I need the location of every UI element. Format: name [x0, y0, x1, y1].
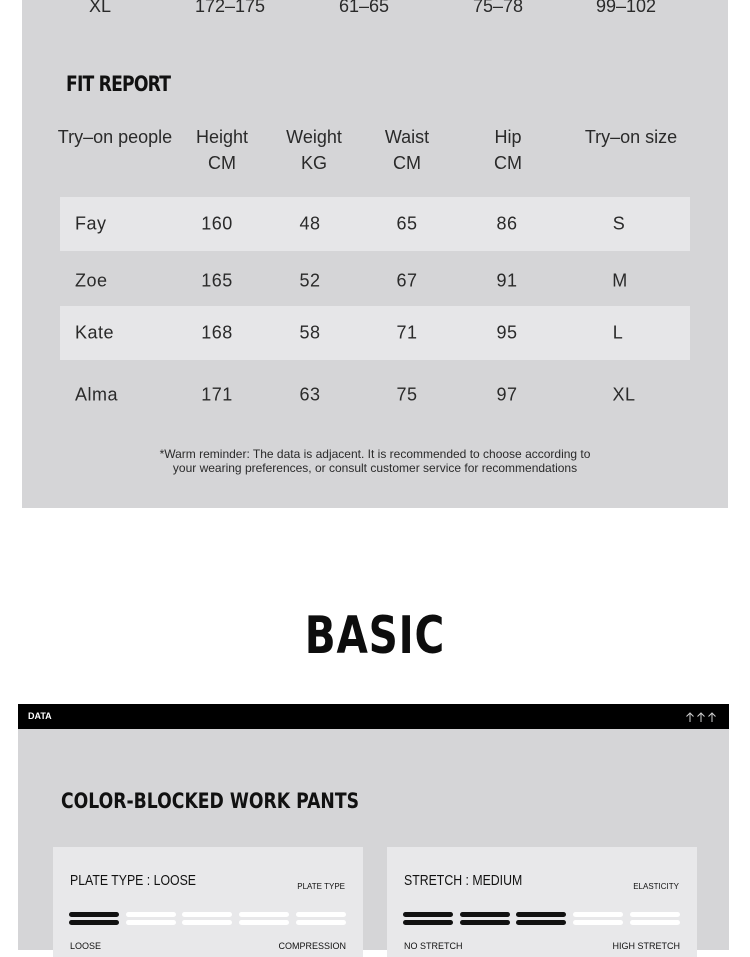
table-row [60, 197, 690, 251]
reminder-line: your wearing preferences, or consult customer service for recommendations [172, 461, 578, 475]
warm-reminder [22, 447, 728, 475]
header-height [196, 124, 248, 176]
scale-right-label: HIGH STRETCH [612, 941, 680, 951]
rating-segment-empty [296, 912, 346, 925]
size-cell: XL [88, 0, 112, 16]
rating-segment-empty [126, 912, 176, 925]
cell-hip: 86 [496, 213, 518, 234]
header-weight [286, 124, 342, 176]
size-chart-row [22, 0, 728, 22]
rating-segment-filled [69, 912, 119, 925]
header-label: Height [195, 127, 249, 147]
header-try-on-size [585, 124, 677, 150]
cell-hip: 91 [496, 270, 518, 291]
rating-segment-empty [239, 912, 289, 925]
product-title: COLOR-BLOCKED WORK PANTS [61, 789, 360, 813]
table-row [60, 368, 690, 422]
cell-height: 171 [201, 384, 233, 405]
scale-right-label: COMPRESSION [278, 941, 346, 951]
card-tag: PLATE TYPE [297, 882, 345, 891]
cell-hip: 95 [496, 322, 518, 343]
cell-size: L [612, 322, 624, 343]
data-header-bar [18, 704, 729, 729]
header-unit: CM [208, 153, 236, 173]
stretch-card [387, 847, 697, 957]
cell-hip: 97 [496, 384, 518, 405]
cell-height: 165 [201, 270, 233, 291]
rating-segment-empty [182, 912, 232, 925]
rating-segment-filled [403, 912, 453, 925]
card-heading: STRETCH : MEDIUM [404, 872, 523, 889]
cell-name: Zoe [75, 270, 108, 291]
cell-waist: 75 [396, 384, 418, 405]
header-unit: CM [393, 153, 421, 173]
fit-report-title: FIT REPORT [66, 72, 171, 96]
cell-size: S [612, 213, 626, 234]
data-label: DATA [28, 711, 52, 721]
cell-height: 160 [201, 213, 233, 234]
header-unit: CM [494, 153, 522, 173]
cell-waist: 71 [396, 322, 418, 343]
scale-left-label: NO STRETCH [404, 941, 463, 951]
rating-segment-empty [573, 912, 623, 925]
cell-weight: 52 [299, 270, 321, 291]
rating-segment-filled [460, 912, 510, 925]
header-unit: KG [300, 153, 328, 173]
header-label: Hip [494, 127, 522, 147]
fit-report-panel [22, 0, 728, 508]
card-heading: PLATE TYPE : LOOSE [70, 872, 197, 889]
cell-name: Alma [75, 384, 119, 405]
rating-segment-filled [516, 912, 566, 925]
scale-left-label: LOOSE [70, 941, 102, 951]
cell-waist: 65 [396, 213, 418, 234]
cell-weight: 48 [299, 213, 321, 234]
size-cell: 172–175 [194, 0, 266, 16]
header-label: Try–on size [584, 127, 678, 147]
header-try-on-people [58, 124, 172, 150]
cell-name: Kate [75, 322, 115, 343]
basic-heading [0, 606, 750, 666]
size-cell: 75–78 [472, 0, 524, 16]
cell-height: 168 [201, 322, 233, 343]
cell-size: XL [612, 384, 636, 405]
table-row [60, 306, 690, 360]
product-data-panel [18, 729, 729, 950]
header-label: Try–on people [57, 127, 173, 147]
size-cell: 99–102 [595, 0, 657, 16]
size-cell: 61–65 [338, 0, 390, 16]
header-label: Waist [384, 127, 430, 147]
cell-name: Fay [75, 213, 107, 234]
header-waist [385, 124, 429, 176]
arrow-up-icon [685, 711, 719, 723]
header-label: Weight [286, 127, 342, 147]
cell-weight: 63 [299, 384, 321, 405]
cell-weight: 58 [299, 322, 321, 343]
rating-segment-empty [630, 912, 680, 925]
reminder-line: *Warm reminder: The data is adjacent. It is recommended to choose according to [159, 447, 591, 461]
arrow-group [685, 710, 719, 728]
table-row [60, 254, 690, 308]
cell-waist: 67 [396, 270, 418, 291]
header-hip [494, 124, 522, 176]
card-tag: ELASTICITY [633, 882, 679, 891]
cell-size: M [612, 270, 628, 291]
basic-heading-text: BASIC [304, 606, 446, 666]
plate-type-card [53, 847, 363, 957]
